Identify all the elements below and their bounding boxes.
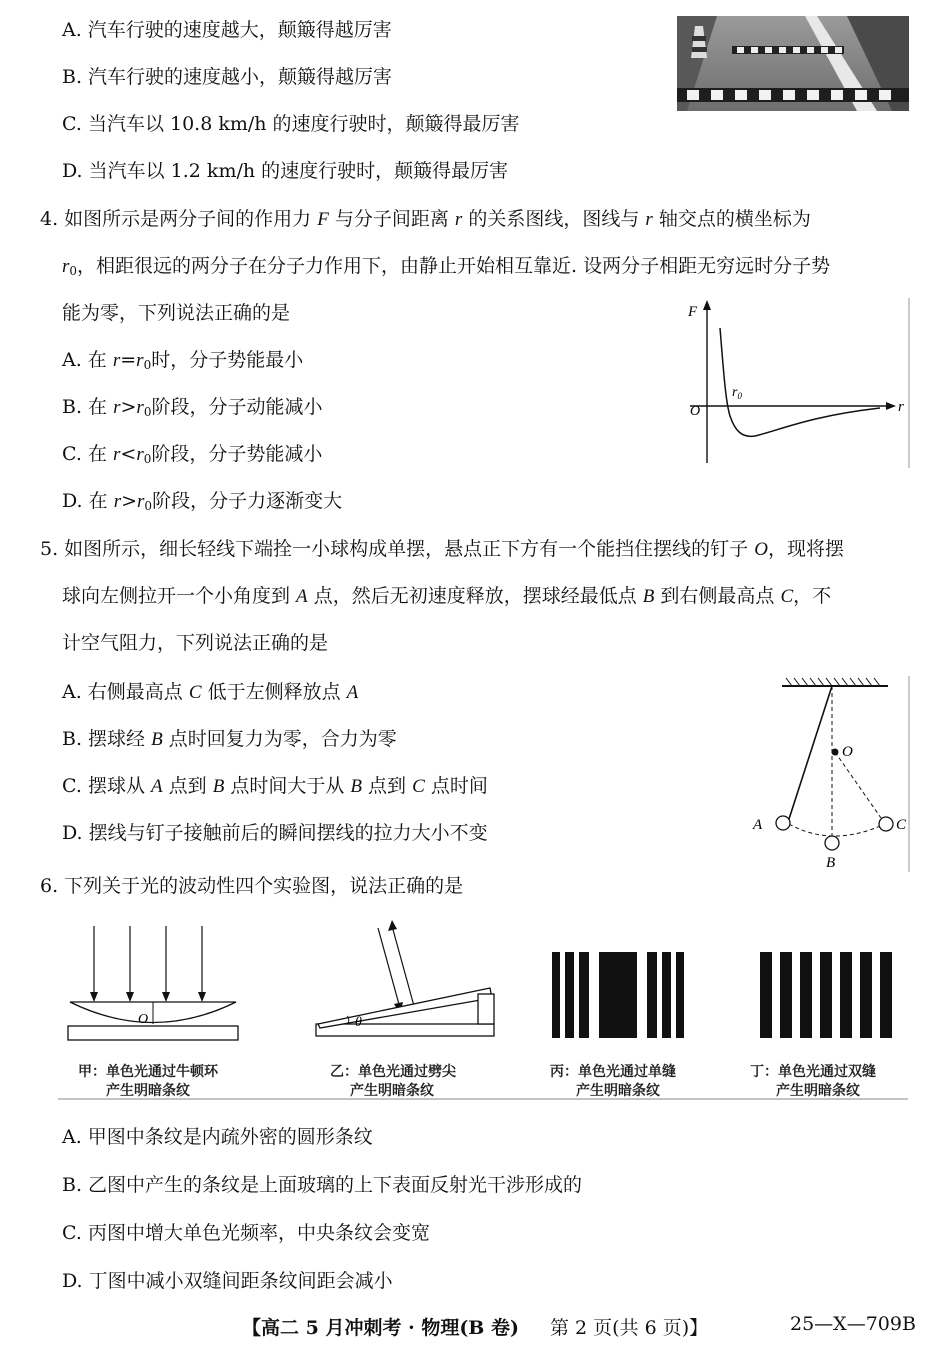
double-slit-pattern — [760, 952, 892, 1038]
q6-option-d: D. 丁图中减小双缝间距条纹间距会减小 — [62, 1270, 393, 1292]
nail-dot — [832, 749, 839, 756]
q3-option-a: A. 汽车行驶的速度越大，颠簸得越厉害 — [62, 19, 392, 41]
q4-option-a: A. 在 $r=r_0$时，分子势能最小 — [62, 349, 304, 372]
caption-ding-line1: 丁：单色光通过双缝 — [750, 1064, 876, 1080]
pendulum-string — [789, 686, 832, 819]
q5-stem-line2: 球向左侧拉开一个小角度到 A 点，然后无初速度释放，摆球经最低点 B 到右侧最高点 C，不 — [62, 585, 832, 607]
swing-arc — [789, 824, 885, 836]
speed-bump-photo — [677, 16, 909, 111]
q5-option-b: B. 摆球经 B 点时回复力为零，合力为零 — [62, 728, 397, 750]
label-a: A — [753, 817, 763, 833]
ball-a — [776, 816, 790, 830]
caption-yi-line2: 产生明暗条纹 — [350, 1083, 434, 1099]
wave-experiments-figure — [58, 918, 908, 1102]
q5-option-a: A. 右侧最高点 C 低于左侧释放点 A — [62, 681, 359, 703]
footer-code: 25—X—709B — [790, 1313, 916, 1335]
q5-option-c: C. 摆球从 A 点到 B 点时间大于从 B 点到 C 点时间 — [62, 775, 488, 797]
y-axis-label: F — [688, 304, 698, 320]
q6-option-c: C. 丙图中增大单色光频率，中央条纹会变宽 — [62, 1222, 430, 1244]
force-distance-graph — [680, 298, 910, 468]
origin-label: O — [690, 404, 701, 419]
pendulum-figure — [748, 676, 910, 872]
q4-stem-line3: 能为零，下列说法正确的是 — [62, 302, 291, 324]
q5-stem-line1: 5. 如图所示，细长轻线下端拴一小球构成单摆，悬点正下方有一个能挡住摆线的钉子 O，现将摆 — [40, 538, 844, 560]
wedge-diagram — [316, 920, 494, 1036]
force-curve — [720, 328, 880, 436]
caption-yi-line1: 乙：单色光通过劈尖 — [330, 1064, 456, 1080]
svg-text:θ: θ — [355, 1015, 362, 1030]
label-c: C — [896, 817, 907, 833]
footer-title: 【高二 5 月冲刺考 · 物理(B 卷) — [242, 1317, 519, 1339]
q5-stem-line3: 计空气阻力，下列说法正确的是 — [62, 632, 329, 654]
q5-option-d: D. 摆线与钉子接触前后的瞬间摆线的拉力大小不变 — [62, 822, 488, 844]
q3-option-d: D. 当汽车以 1.2 km/h 的速度行驶时，颠簸得最厉害 — [62, 160, 509, 182]
footer-page: 第 2 页(共 6 页)】 — [550, 1317, 709, 1339]
q4-option-c: C. 在 $r<r_0$阶段，分子势能减小 — [62, 443, 323, 466]
x-axis-label: r — [898, 399, 904, 415]
q4-option-d: D. 在 $r>r_0$阶段，分子力逐渐变大 — [62, 490, 343, 513]
caption-bing-line1: 丙：单色光通过单缝 — [550, 1064, 676, 1080]
caption-ding-line2: 产生明暗条纹 — [776, 1083, 860, 1099]
q3-option-b: B. 汽车行驶的速度越小，颠簸得越厉害 — [62, 66, 393, 88]
ball-b — [825, 836, 839, 850]
caption-jia-line2: 产生明暗条纹 — [106, 1083, 190, 1099]
q3-option-c: C. 当汽车以 10.8 km/h 的速度行驶时，颠簸得最厉害 — [62, 113, 520, 135]
svg-text:O: O — [138, 1012, 149, 1027]
r0-label: $r_0$ — [732, 385, 742, 401]
label-b: B — [826, 855, 836, 871]
q4-stem-line2: $r_0$，相距很远的两分子在分子力作用下，由静止开始相互靠近. 设两分子相距无穷远时分子势 — [62, 255, 831, 278]
label-o: O — [842, 744, 853, 760]
caption-bing-line2: 产生明暗条纹 — [576, 1083, 660, 1099]
caption-jia-line1: 甲：单色光通过牛顿环 — [78, 1064, 218, 1080]
q6-stem: 6. 下列关于光的波动性四个实验图，说法正确的是 — [40, 875, 464, 897]
q6-option-a: A. 甲图中条纹是内疏外密的圆形条纹 — [62, 1126, 373, 1148]
single-slit-pattern — [552, 952, 684, 1038]
q4-stem-line1: 4. 如图所示是两分子间的作用力 F 与分子间距离 r 的关系图线，图线与 r 轴交点的横坐标为 — [40, 208, 811, 230]
ball-c — [879, 817, 893, 831]
q6-option-b: B. 乙图中产生的条纹是上面玻璃的上下表面反射光干涉形成的 — [62, 1174, 583, 1196]
newton-rings-diagram — [68, 926, 238, 1040]
string-to-c — [835, 752, 881, 818]
q4-option-b: B. 在 $r>r_0$阶段，分子动能减小 — [62, 396, 323, 419]
